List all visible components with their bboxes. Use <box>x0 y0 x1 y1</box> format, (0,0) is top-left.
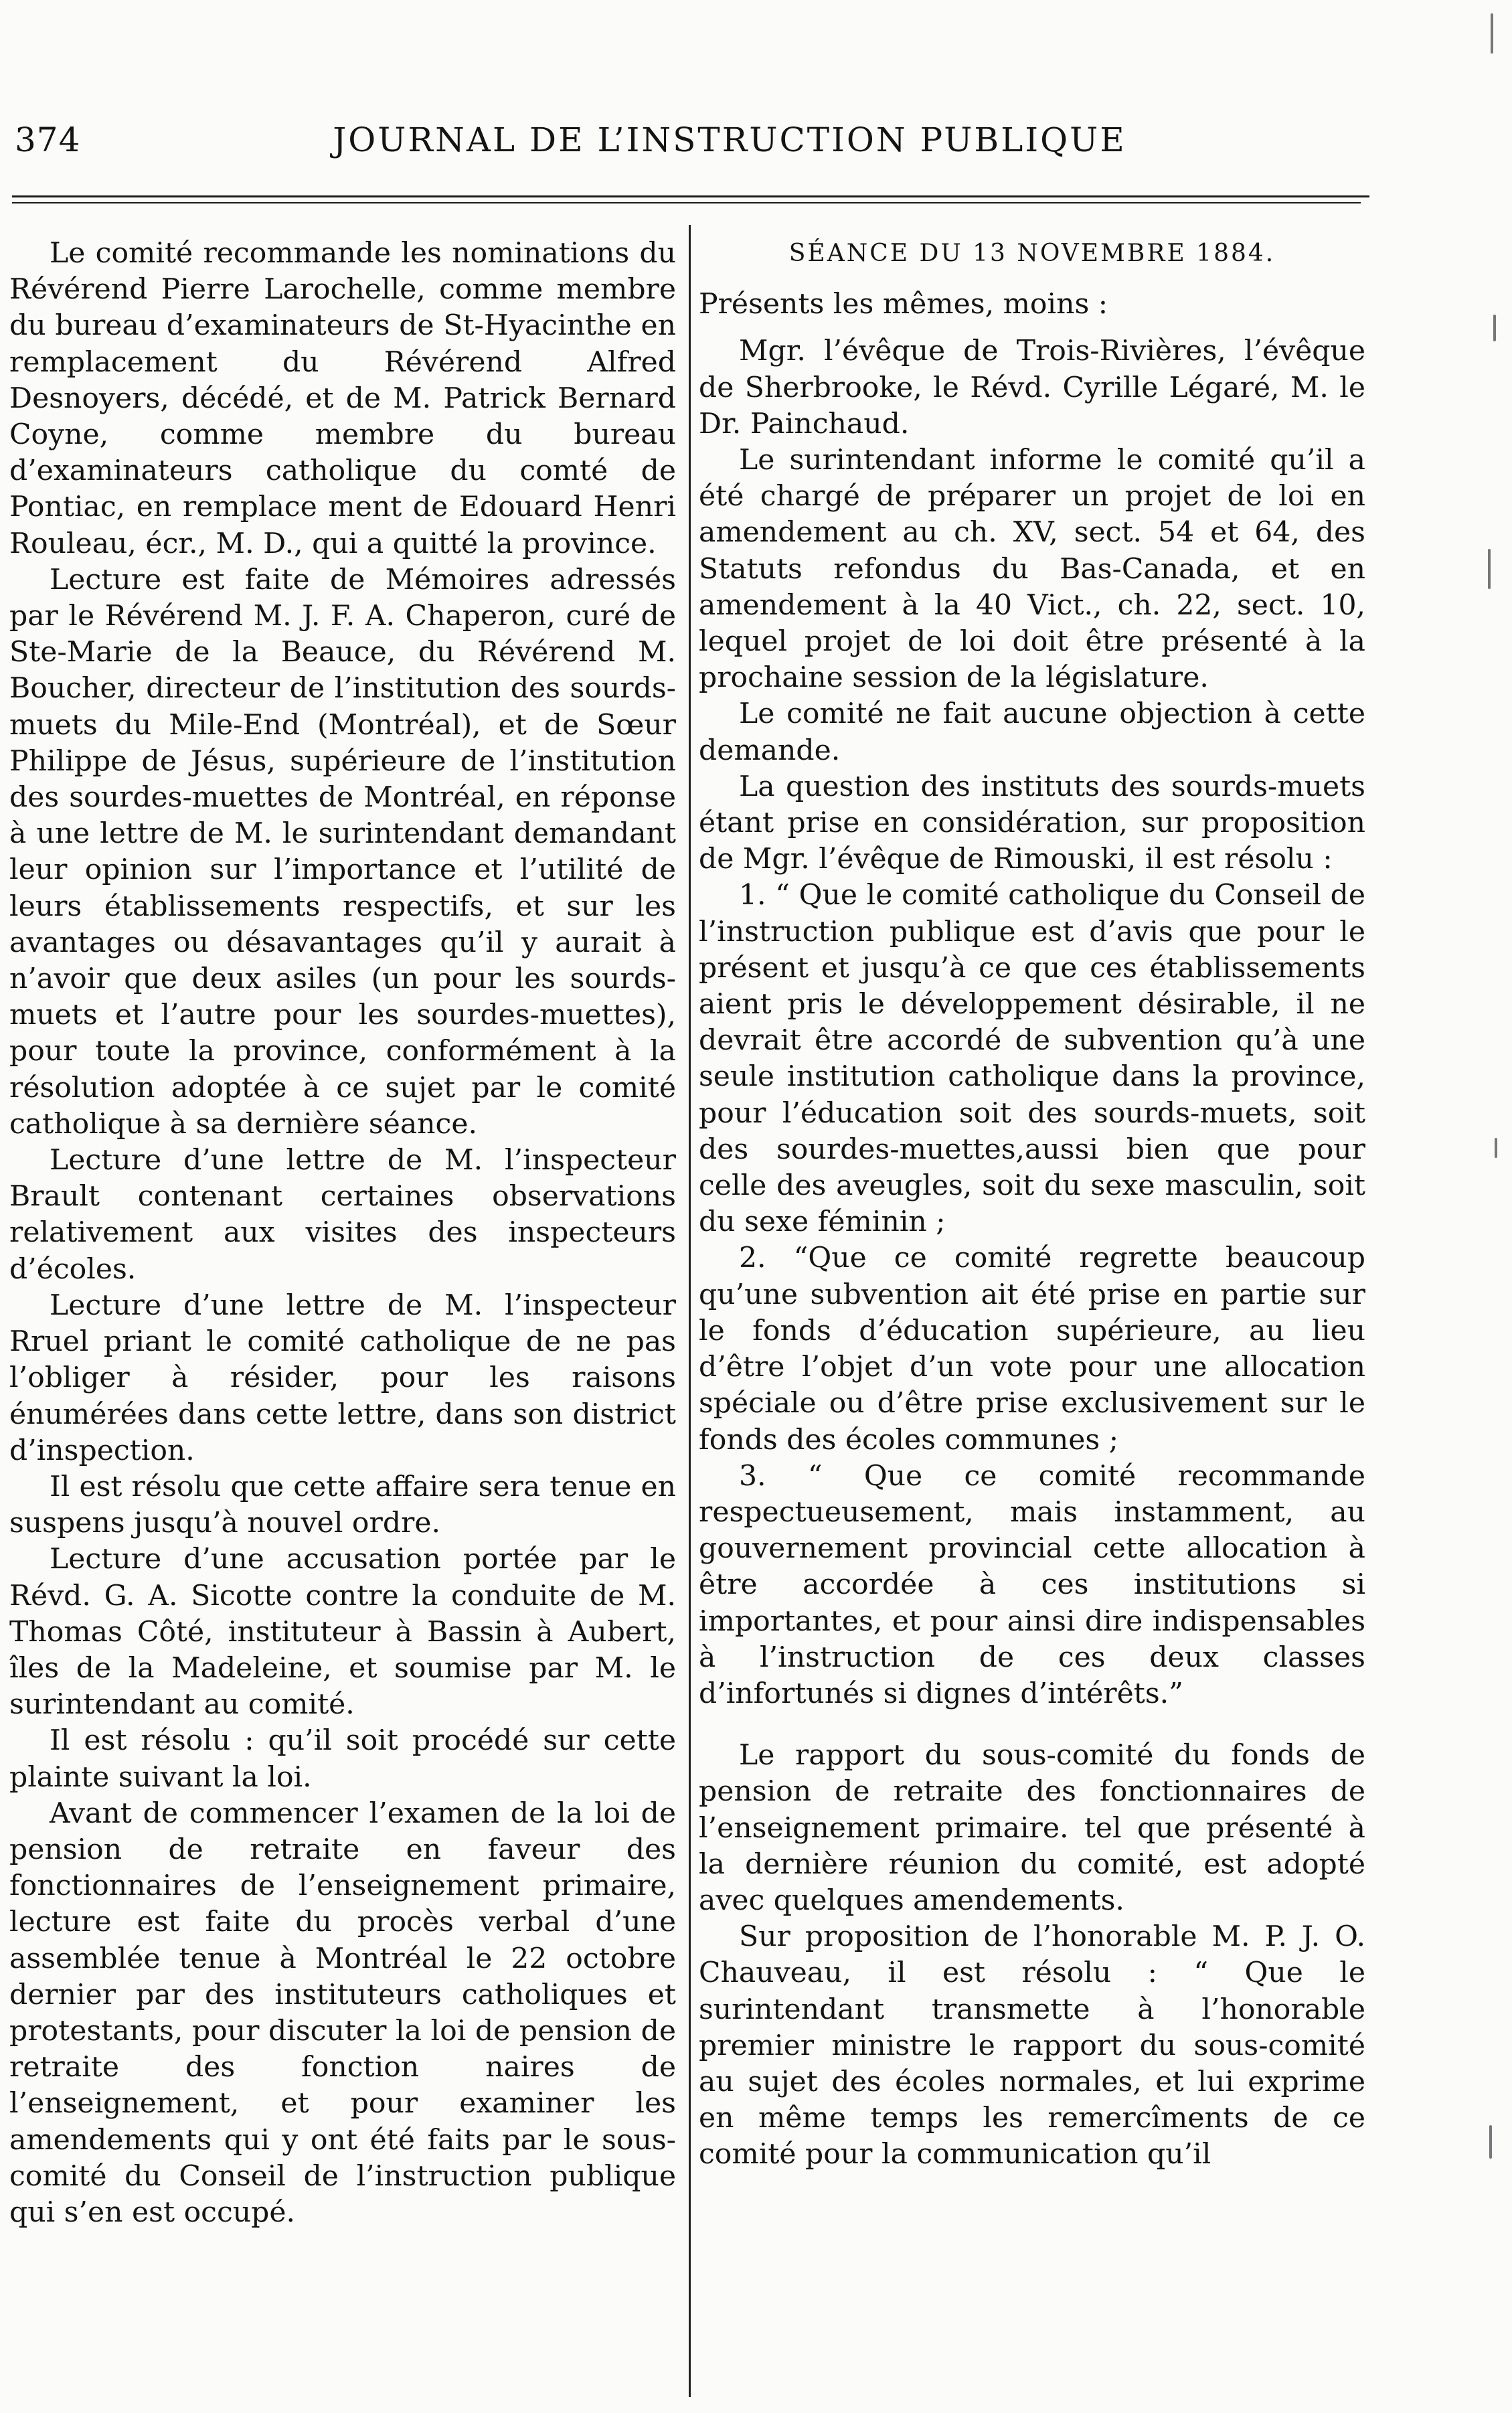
scan-mark <box>1495 1138 1497 1158</box>
paragraph: La question des instituts des sourds-muets étant prise en considération, sur proposition de Mgr. l’évêque de Rimouski, il est résolu : <box>699 770 1365 876</box>
column-divider <box>689 225 691 2397</box>
paragraph: Il est résolu que cette affaire sera tenue en suspens jusqu’à nouvel ordre. <box>9 1470 676 1540</box>
page-header <box>0 112 1512 166</box>
page-number: 374 <box>15 120 81 159</box>
paragraph: Le surintendant informe le comité qu’il a été chargé de préparer un projet de loi en amendement au ch. XV, sect. 54 et 64, des Statuts refondus du Bas-Canada, et en amendement à la 40 Vict., ch. 22, sect. 10, lequel projet de loi doit être présenté à la prochaine session de la législature. <box>699 444 1365 695</box>
right-column <box>699 236 1365 2173</box>
paragraph: Lecture d’une lettre de M. l’inspecteur Brault contenant certaines observations relativement aux visites des inspecteurs d’écoles. <box>9 1144 676 1286</box>
paragraph: Avant de commencer l’examen de la loi de pension de retraite en faveur des fonctionnaires de l’enseignement primaire, lecture est faite du procès verbal d’une assemblée tenue à Montréal le 22 octobre dernier par des instituteurs catholiques et protestants, pour discuter la loi de pension de retraite des fonction naires de l’enseignement, et pour examiner les amendements qui y ont été faits par le sous-comité du Conseil de l’instruction publique qui s’en est occupé. <box>9 1797 676 2229</box>
header-rule-thick <box>12 195 1369 197</box>
paragraph: Présents les mêmes, moins : <box>699 288 1108 321</box>
resolution-item: 3. “ Que ce comité recommande respectueusement, mais instamment, au gouvernement provincial cette allocation à être accordée à ces institutions si importantes, et pour ainsi dire indispensables à l’instruction de ces deux classes d’infortunés si dignes d’intérêts.” <box>699 1459 1365 1710</box>
paragraph: Il est résolu : qu’il soit procédé sur cette plainte suivant la loi. <box>9 1724 676 1794</box>
running-title: JOURNAL DE L’INSTRUCTION PUBLIQUE <box>333 120 1126 159</box>
scan-mark <box>1488 549 1491 589</box>
paragraph: Le rapport du sous-comité du fonds de pension de retraite des fonctionnaires de l’enseignement primaire. tel que présenté à la dernière réunion du comité, est adopté avec quelques amendements. <box>699 1739 1365 1917</box>
header-rule-thin <box>12 202 1361 203</box>
resolution-item: 1. “ Que le comité catholique du Conseil de l’instruction publique est d’avis que pour le présent et jusqu’à ce que ces établissements aient pris le développement désirable, il ne devrait être accordé de subvention qu’à une seule institution catholique dans la province, pour l’éducation soit des sourds-muets, soit des sourdes-muettes,aussi bien que pour celle des aveugles, soit du sexe masculin, soit du sexe féminin ; <box>699 879 1365 1239</box>
scan-margin-marks <box>1481 0 1508 2413</box>
paragraph: Sur proposition de l’honorable M. P. J. O. Chauveau, il est résolu : “ Que le surintendant transmette à l’honorable premier ministre le rapport du sous-comité au sujet des écoles normales, et lui exprime en même temps les remercîments de ce comité pour la communication qu’il <box>699 1920 1365 2171</box>
resolution-item: 2. “Que ce comité regrette beaucoup qu’une subvention ait été prise en partie sur le fonds d’éducation supérieure, au lieu d’être l’objet d’un vote pour une allocation spéciale ou d’être prise exclusivement sur le fonds des écoles communes ; <box>699 1242 1365 1457</box>
scan-mark <box>1493 315 1496 341</box>
paragraph: Le comité recommande les nominations du Révérend Pierre Larochelle, comme membre du bureau d’examinateurs de St-Hyacinthe en remplacement du Révérend Alfred Desnoyers, décédé, et de M. Patrick Bernard Coyne, comme membre du bureau d’examinateurs catholique du comté de Pontiac, en remplace ment de Edouard Henri Rouleau, écr., M. D., qui a quitté la province. <box>9 237 676 560</box>
paragraph: Le comité ne fait aucune objection à cette demande. <box>699 697 1365 767</box>
session-heading: SÉANCE DU 13 NOVEMBRE 1884. <box>788 240 1276 267</box>
paragraph: Lecture est faite de Mémoires adressés par le Révérend M. J. F. A. Chaperon, curé de Ste-Marie de la Beauce, du Révérend M. Boucher, directeur de l’institution des sourds-muets du Mile-End (Montréal), et de Sœur Philippe de Jésus, supérieure de l’institution des sourdes-muettes de Montréal, en réponse à une lettre de M. le surintendant demandant leur opinion sur l’importance et l’utilité de leurs établissements respectifs, et sur les avantages ou désavantages qu’il y aurait à n’avoir que deux asiles (un pour les sourds-muets et l’autre pour les sourdes-muettes), pour toute la province, conformément à la résolution adoptée à ce sujet par le comité catholique à sa dernière séance. <box>9 563 676 1141</box>
scan-mark <box>1491 13 1493 54</box>
paragraph: Lecture d’une accusation portée par le Révd. G. A. Sicotte contre la conduite de M. Thomas Côté, instituteur à Bassin à Aubert, îles de la Madeleine, et soumise par M. le surintendant au comité. <box>9 1543 676 1722</box>
paragraph: Mgr. l’évêque de Trois-Rivières, l’évêque de Sherbrooke, le Révd. Cyrille Légaré, M. le Dr. Painchaud. <box>699 335 1365 440</box>
scan-mark <box>1489 2125 1492 2159</box>
paragraph: Lecture d’une lettre de M. l’inspecteur Rruel priant le comité catholique de ne pas l’obliger à résider, pour les raisons énumérées dans cette lettre, dans son district d’inspection. <box>9 1288 676 1467</box>
left-column <box>9 236 676 2231</box>
